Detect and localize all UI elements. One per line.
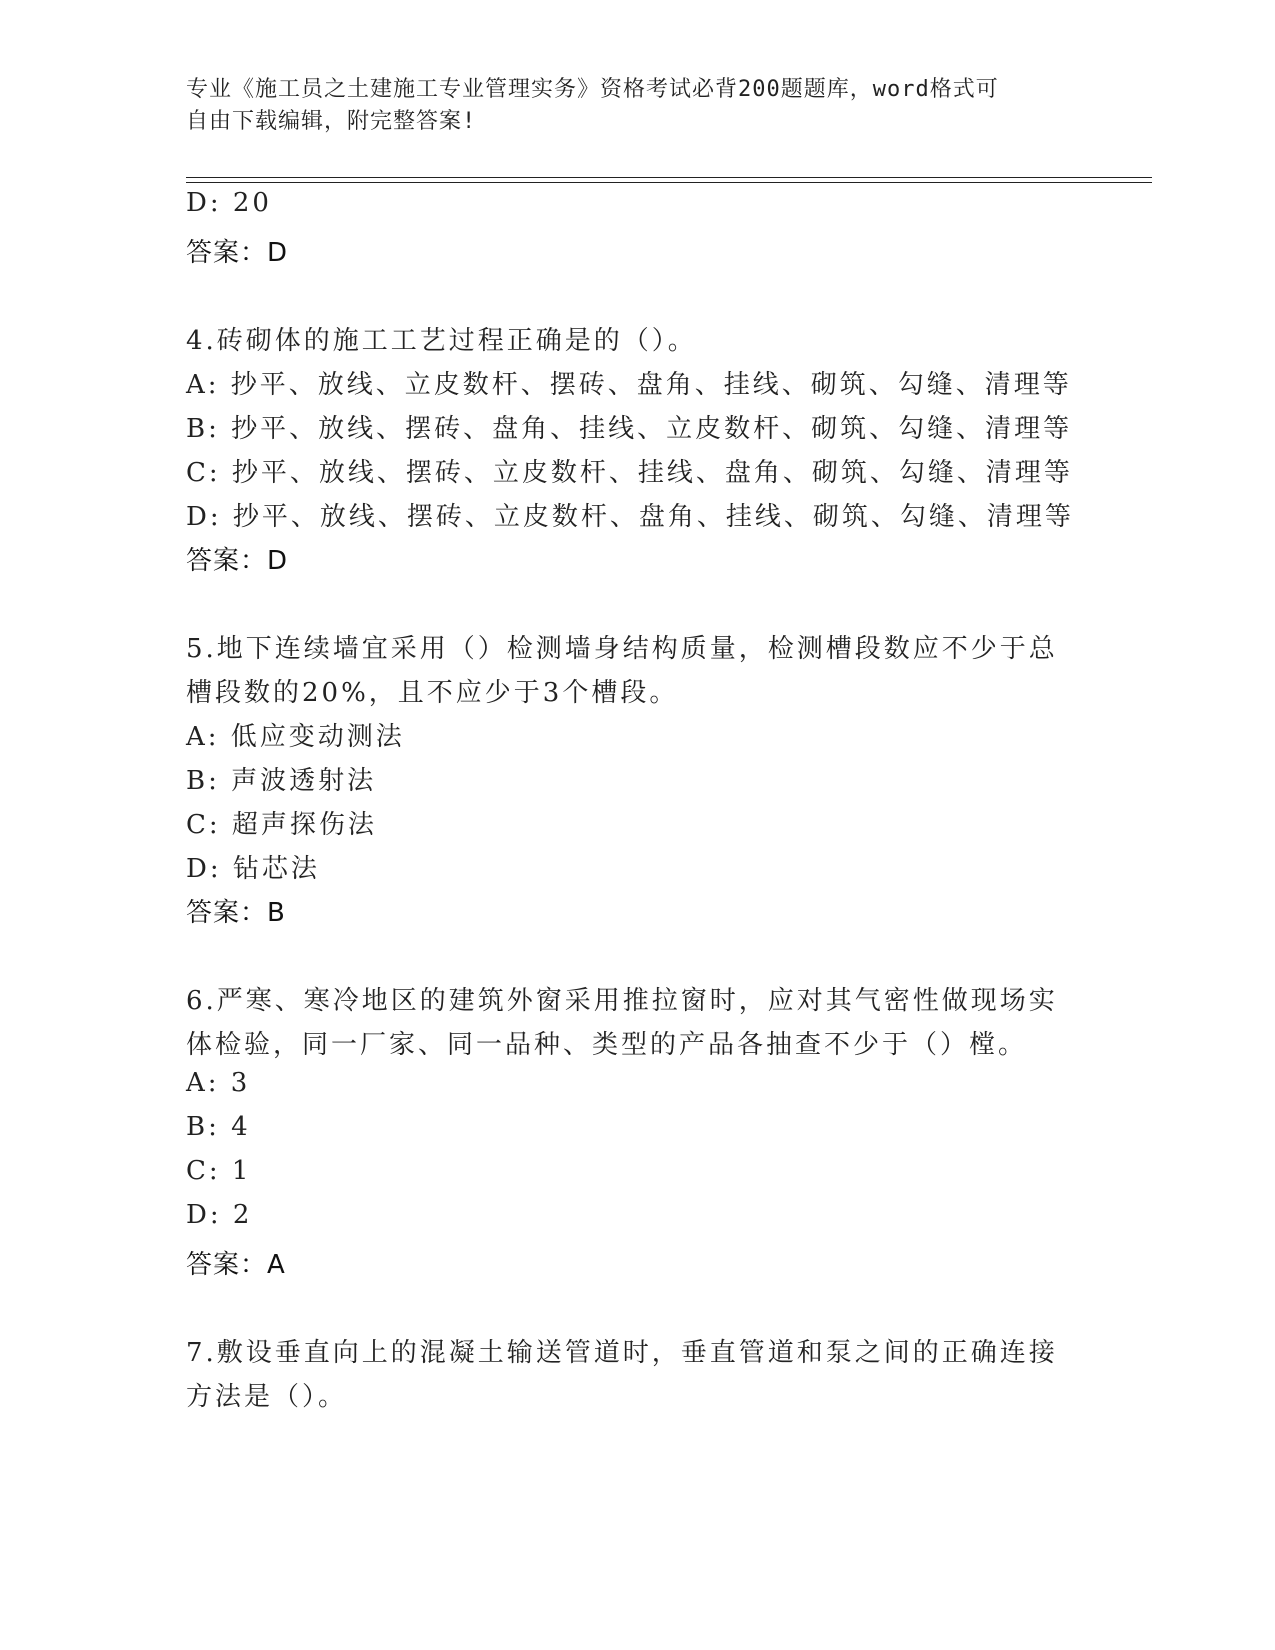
q6-answer: 答案：A: [186, 1250, 286, 1280]
q6-option-a: A: 3: [186, 1068, 251, 1098]
q7-stem-line-1: 7.敷设垂直向上的混凝土输送管道时，垂直管道和泵之间的正确连接: [186, 1338, 1058, 1368]
q6-stem-line-2: 体检验，同一厂家、同一品种、类型的产品各抽查不少于（）樘。: [186, 1030, 1028, 1060]
q6-option-d: D: 2: [186, 1200, 253, 1230]
q6-option-b: B: 4: [186, 1112, 251, 1142]
q4-option-d: D: 抄平、放线、摆砖、立皮数杆、盘角、挂线、砌筑、勾缝、清理等: [186, 502, 1074, 532]
q4-option-b: B: 抄平、放线、摆砖、盘角、挂线、立皮数杆、砌筑、勾缝、清理等: [186, 414, 1073, 444]
q3-option-d: D: 20: [186, 188, 272, 218]
q5-option-d: D: 钻芯法: [186, 854, 320, 884]
q6-stem-line-1: 6.严寒、寒冷地区的建筑外窗采用推拉窗时，应对其气密性做现场实: [186, 986, 1058, 1016]
header-rule-bottom: [186, 182, 1152, 183]
q6-option-c: C: 1: [186, 1156, 252, 1186]
q3-answer: 答案：D: [186, 238, 289, 268]
header-title-line-2: 自由下载编辑，附完整答案!: [186, 109, 477, 134]
header-rule-top: [186, 177, 1152, 178]
q4-stem: 4.砖砌体的施工工艺过程正确是的（）。: [186, 326, 697, 356]
q4-answer: 答案：D: [186, 546, 289, 576]
q5-option-a: A: 低应变动测法: [186, 722, 405, 752]
q5-option-c: C: 超声探伤法: [186, 810, 377, 840]
q5-answer: 答案：B: [186, 898, 286, 928]
q5-option-b: B: 声波透射法: [186, 766, 377, 796]
q5-stem-line-1: 5.地下连续墙宜采用（）检测墙身结构质量，检测槽段数应不少于总: [186, 634, 1058, 664]
q4-option-c: C: 抄平、放线、摆砖、立皮数杆、挂线、盘角、砌筑、勾缝、清理等: [186, 458, 1073, 488]
q7-stem-line-2: 方法是（）。: [186, 1382, 348, 1412]
q5-stem-line-2: 槽段数的20%，且不应少于3个槽段。: [186, 678, 679, 708]
q4-option-a: A: 抄平、放线、立皮数杆、摆砖、盘角、挂线、砌筑、勾缝、清理等: [186, 370, 1072, 400]
document-header: [186, 74, 1066, 138]
header-title-line-1: 专业《施工员之土建施工专业管理实务》资格考试必背200题题库，word格式可: [186, 77, 999, 102]
